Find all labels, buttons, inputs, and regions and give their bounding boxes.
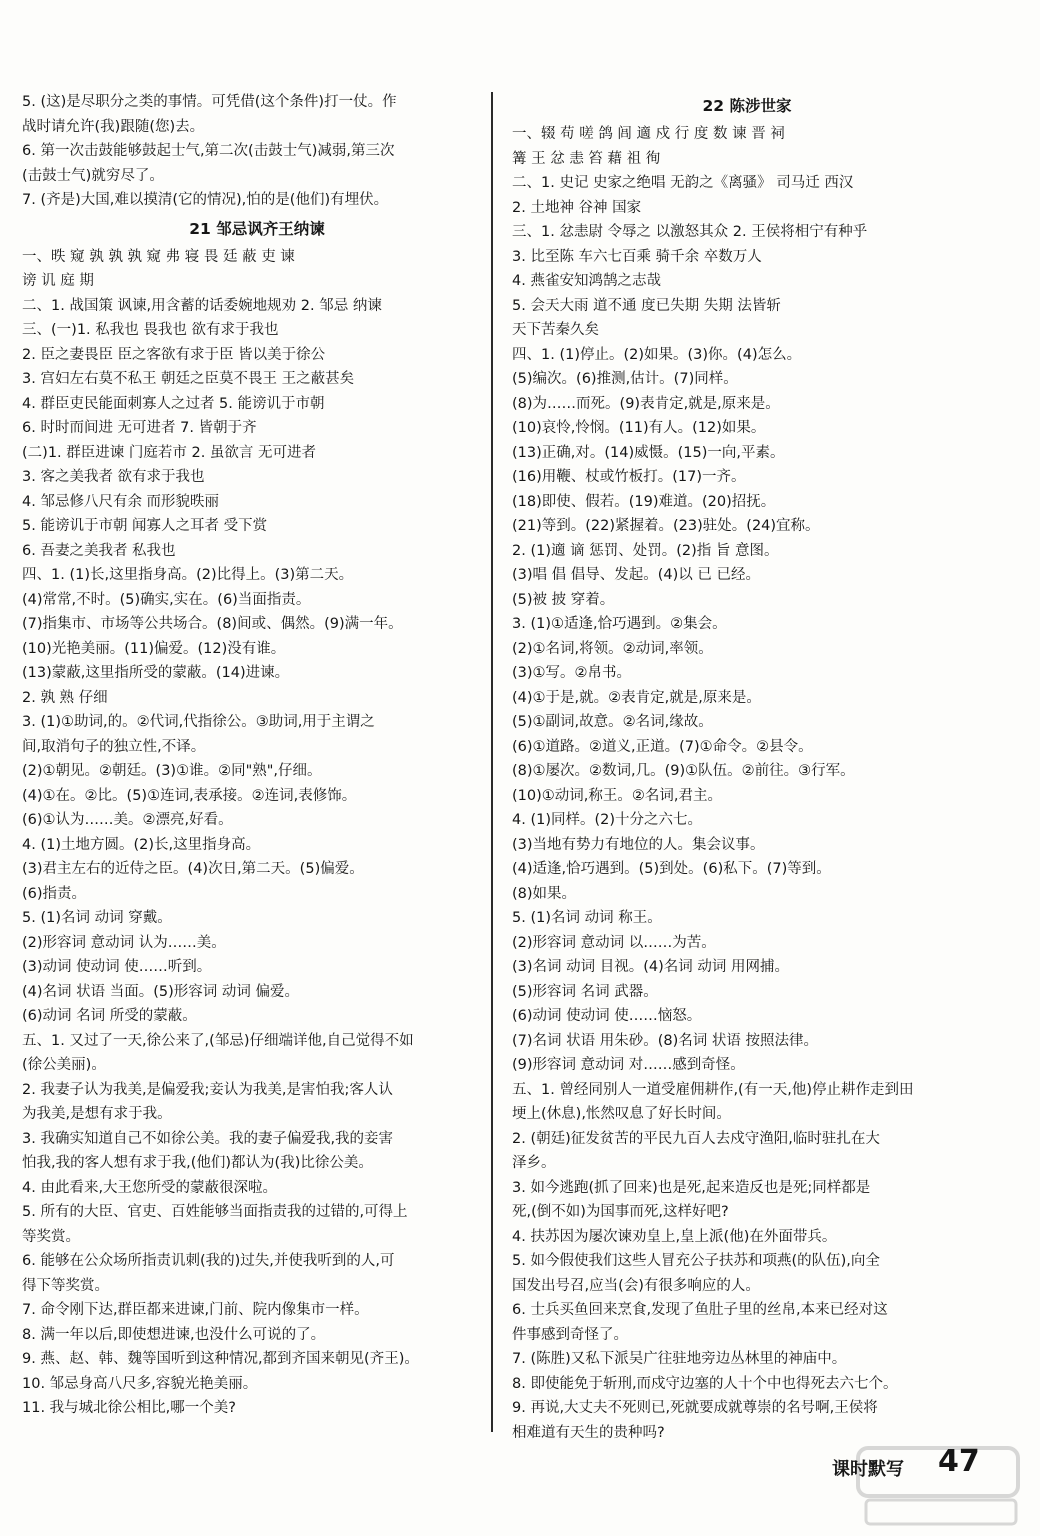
answer-line: 2. 土地神 谷神 国家: [512, 199, 642, 216]
answer-line: 死,(倒不如)为国事而死,这样好吧?: [512, 1204, 729, 1220]
answer-line: 间,取消句子的独立性,不译。: [22, 738, 206, 755]
answer-line: (8)为……而死。(9)表肯定,就是,原来是。: [512, 395, 780, 412]
answer-line: (13)正确,对。(14)威慑。(15)一向,平素。: [512, 444, 785, 461]
answer-line: (二)1. 群臣进谏 门庭若市 2. 虽欲言 无可进者: [22, 444, 317, 461]
answer-line: 7. (齐是)大国,难以摸清(它的情况),怕的是(他们)有埋伏。: [22, 192, 389, 208]
answer-line: 二、1. 战国策 讽谏,用含蓄的话委婉地规劝 2. 邹忌 纳谏: [22, 297, 382, 314]
answer-line: 3. 客之美我者 欲有求于我也: [22, 469, 205, 485]
answer-line: (2)①朝见。②朝廷。(3)①谁。②同"熟",仔细。: [22, 763, 322, 779]
answer-line: (7)指集市、市场等公共场合。(8)间或、偶然。(9)满一年。: [22, 616, 403, 632]
answer-line: (6)指责。: [22, 885, 87, 902]
answer-line: (3)当地有势力有地位的人。集会议事。: [512, 836, 765, 853]
answer-line: 天下苦秦久矣: [512, 322, 599, 338]
answer-line: 3. 我确实知道自己不如徐公美。我的妻子偏爱我,我的妾害: [22, 1130, 394, 1147]
answer-line: 5. 能谤讥于市朝 闻寡人之耳者 受下赏: [22, 518, 268, 534]
answer-line: (18)即使、假若。(19)难道。(20)招抚。: [512, 493, 776, 510]
answer-line: (21)等到。(22)紧握着。(23)驻处。(24)宜称。: [512, 518, 820, 534]
answer-line: 2. 孰 熟 仔细: [22, 689, 108, 706]
answer-line: 9. 燕、赵、韩、魏等国听到这种情况,都到齐国来朝见(齐王)。: [22, 1351, 419, 1367]
answer-line: 泽乡。: [512, 1155, 556, 1171]
answer-line: 2. 臣之妻畏臣 臣之客欲有求于臣 皆以美于徐公: [22, 346, 326, 363]
answer-line: 4. 邹忌修八尺有余 而形貌昳丽: [22, 493, 220, 510]
answer-line: 7. (陈胜)又私下派吴广往驻地旁边丛林里的神庙中。: [512, 1351, 847, 1367]
answer-line: (徐公美丽)。: [22, 1057, 106, 1073]
answer-line: 谤 讥 庭 期: [22, 273, 94, 289]
answer-line: 5. 所有的大臣、官吏、百姓能够当面指责我的过错的,可得上: [22, 1204, 408, 1220]
answer-line: (4)①于是,就。②表肯定,就是,原来是。: [512, 689, 761, 706]
answer-line: 6. 能够在公众场所指责讥刺(我的)过失,并使我听到的人,可: [22, 1253, 395, 1269]
answer-line: 2. (1)適 谪 惩罚、处罚。(2)指 旨 意图。: [512, 542, 779, 559]
answer-line: (8)①屡次。②数词,几。(9)①队伍。②前往。③行军。: [512, 763, 855, 779]
answer-line: (3)动词 使动词 使……听到。: [22, 959, 212, 975]
answer-line: 四、1. (1)长,这里指身高。(2)比得上。(3)第二天。: [22, 567, 354, 583]
answer-line: 篝 王 忿 恚 笞 藉 祖 徇: [512, 150, 661, 167]
answer-line: 五、1. 曾经同别人一道受雇佣耕作,(有一天,他)停止耕作走到田: [512, 1081, 914, 1098]
answer-line: 5. (1)名词 动词 称王。: [512, 910, 662, 926]
answer-line: 二、1. 史记 史家之绝唱 无韵之《离骚》 司马迁 西汉: [512, 175, 854, 191]
answer-line: (13)蒙蔽,这里指所受的蒙蔽。(14)进谏。: [22, 665, 290, 681]
answer-line: 2. (朝廷)征发贫苦的平民九百人去戍守渔阳,临时驻扎在大: [512, 1130, 880, 1147]
answer-line: 三、(一)1. 私我也 畏我也 欲有求于我也: [22, 322, 279, 338]
answer-line: 3. (1)①适逢,恰巧遇到。②集会。: [512, 616, 727, 632]
answer-line: 6. 吾妻之美我者 私我也: [22, 542, 176, 559]
answer-line: (4)常常,不时。(5)确实,实在。(6)当面指责。: [22, 591, 311, 608]
answer-line: (击鼓士气)就穷尽了。: [22, 167, 164, 184]
answer-line: 4. (1)同样。(2)十分之六七。: [512, 812, 703, 828]
answer-line: 五、1. 又过了一天,徐公来了,(邹忌)仔细端详他,自己觉得不如: [22, 1032, 414, 1049]
answer-line: (4)适逢,恰巧遇到。(5)到处。(6)私下。(7)等到。: [512, 861, 831, 877]
answer-line: 6. 士兵买鱼回来烹食,发现了鱼肚子里的丝帛,本来已经对这: [512, 1302, 888, 1318]
answer-line: (4)名词 状语 当面。(5)形容词 动词 偏爱。: [22, 983, 300, 1000]
answer-line: (8)如果。: [512, 885, 577, 902]
answer-line: (2)形容词 意动词 以……为苦。: [512, 934, 716, 951]
answer-line: (10)光艳美丽。(11)偏爱。(12)没有谁。: [22, 640, 286, 657]
section-title: 22 陈涉世家: [702, 97, 792, 115]
answer-line: 11. 我与城北徐公相比,哪一个美?: [22, 1400, 236, 1416]
answer-line: 10. 邹忌身高八尺多,容貌光艳美丽。: [22, 1375, 258, 1392]
answer-line: (2)①名词,将领。②动词,率领。: [512, 640, 713, 657]
answer-line: 3. (1)①助词,的。②代词,代指徐公。③助词,用于主谓之: [22, 714, 375, 730]
answer-line: 8. 满一年以后,即使想进谏,也没什么可说的了。: [22, 1326, 326, 1343]
answer-line: 6. 第一次击鼓能够鼓起士气,第二次(击鼓士气)减弱,第三次: [22, 143, 395, 159]
column-divider: [491, 92, 493, 1432]
book-label: 课时默写: [832, 1459, 904, 1480]
answer-line: (6)①认为……美。②漂亮,好看。: [22, 812, 233, 828]
answer-line: 等奖赏。: [22, 1228, 80, 1245]
answer-line: 战时请允许(我)跟随(您)去。: [22, 118, 205, 135]
answer-line: 埂上(休息),怅然叹息了好长时间。: [512, 1106, 731, 1122]
answer-line: 4. 扶苏因为屡次谏劝皇上,皇上派(他)在外面带兵。: [512, 1228, 837, 1245]
right-column: [512, 90, 982, 1445]
answer-line: 三、1. 忿恚尉 令辱之 以激怒其众 2. 王侯将相宁有种乎: [512, 224, 868, 240]
answer-line: (6)动词 使动词 使……恼怒。: [512, 1008, 702, 1024]
page-number: 47: [938, 1444, 980, 1479]
left-column: [22, 90, 492, 1421]
answer-line: 3. 比至陈 车六七百乘 骑千余 卒数万人: [512, 248, 762, 265]
answer-line: (7)名词 状语 用朱砂。(8)名词 状语 按照法律。: [512, 1032, 819, 1049]
answer-line: (5)形容词 名词 武器。: [512, 983, 658, 1000]
answer-line: 四、1. (1)停止。(2)如果。(3)你。(4)怎么。: [512, 346, 802, 363]
answer-line: (3)君主左右的近侍之臣。(4)次日,第二天。(5)偏爱。: [22, 861, 364, 877]
answer-line: (3)名词 动词 目视。(4)名词 动词 用网捕。: [512, 959, 790, 975]
answer-line: (5)编次。(6)推测,估计。(7)同样。: [512, 371, 738, 387]
answer-line: 8. 即使能免于斩刑,而戍守边塞的人十个中也得死去六七个。: [512, 1375, 898, 1392]
answer-line: 5. 如今假使我们这些人冒充公子扶苏和项燕(的队伍),向全: [512, 1253, 880, 1269]
answer-line: 国发出号召,应当(会)有很多响应的人。: [512, 1277, 760, 1294]
answer-line: 怕我,我的客人想有求于我,(他们)都认为(我)比徐公美。: [22, 1155, 373, 1171]
answer-line: (9)形容词 意动词 对……感到奇怪。: [512, 1057, 745, 1073]
answer-line: 5. 会天大雨 道不通 度已失期 失期 法皆斩: [512, 297, 781, 314]
answer-line: 相难道有天生的贵种吗?: [512, 1424, 665, 1441]
answer-line: 3. 如今逃跑(抓了回来)也是死,起来造反也是死;同样都是: [512, 1179, 871, 1196]
answer-line: (5)被 披 穿着。: [512, 591, 615, 608]
answer-line: 5. (这)是尽职分之类的事情。可凭借(这个条件)打一仗。作: [22, 94, 397, 110]
answer-line: (2)形容词 意动词 认为……美。: [22, 934, 226, 951]
answer-line: 4. 群臣吏民能面刺寡人之过者 5. 能谤讥于市朝: [22, 395, 325, 412]
answer-line: 为我美,是想有求于我。: [22, 1106, 172, 1122]
answer-line: 7. 命令刚下达,群臣都来进谏,门前、院内像集市一样。: [22, 1302, 369, 1318]
answer-line: (5)①副词,故意。②名词,缘故。: [512, 714, 713, 730]
answer-line: 件事感到奇怪了。: [512, 1326, 628, 1343]
answer-line: 3. 宫妇左右莫不私王 朝廷之臣莫不畏王 王之蔽甚矣: [22, 371, 355, 387]
answer-line: (3)①写。②帛书。: [512, 665, 632, 681]
answer-line: 一、昳 窥 孰 孰 孰 窥 弗 寝 畏 廷 蔽 吏 谏: [22, 248, 295, 265]
answer-line: (16)用鞭、杖或竹板打。(17)一齐。: [512, 469, 746, 485]
answer-line: 5. (1)名词 动词 穿戴。: [22, 910, 172, 926]
answer-line: (6)动词 名词 所受的蒙蔽。: [22, 1008, 197, 1024]
answer-line: 4. 由此看来,大王您所受的蒙蔽很深啦。: [22, 1179, 278, 1196]
answer-line: (3)唱 倡 倡导、发起。(4)以 已 已经。: [512, 567, 761, 583]
answer-line: (10)①动词,称王。②名词,君主。: [512, 787, 722, 804]
answer-line: (6)①道路。②道义,正道。(7)①命令。②县令。: [512, 738, 813, 755]
answer-line: 4. 燕雀安知鸿鹄之志哉: [512, 273, 661, 289]
answer-line: (4)①在。②比。(5)①连词,表承接。②连词,表修饰。: [22, 787, 357, 804]
section-title: 21 邹忌讽齐王纳谏: [189, 219, 325, 238]
answer-line: 9. 再说,大丈夫不死则已,死就要成就尊崇的名号啊,王侯将: [512, 1400, 878, 1416]
answer-line: (10)哀怜,怜悯。(11)有人。(12)如果。: [512, 420, 766, 436]
answer-line: 一、辍 苟 嗟 鸽 闾 適 戍 行 度 数 谏 晋 祠: [512, 126, 785, 142]
answer-line: 4. (1)土地方圆。(2)长,这里指身高。: [22, 836, 261, 853]
answer-line: 2. 我妻子认为我美,是偏爱我;妾认为我美,是害怕我;客人认: [22, 1081, 393, 1098]
answer-line: 6. 时时而间进 无可进者 7. 皆朝于齐: [22, 420, 257, 436]
answer-line: 得下等奖赏。: [22, 1277, 109, 1294]
